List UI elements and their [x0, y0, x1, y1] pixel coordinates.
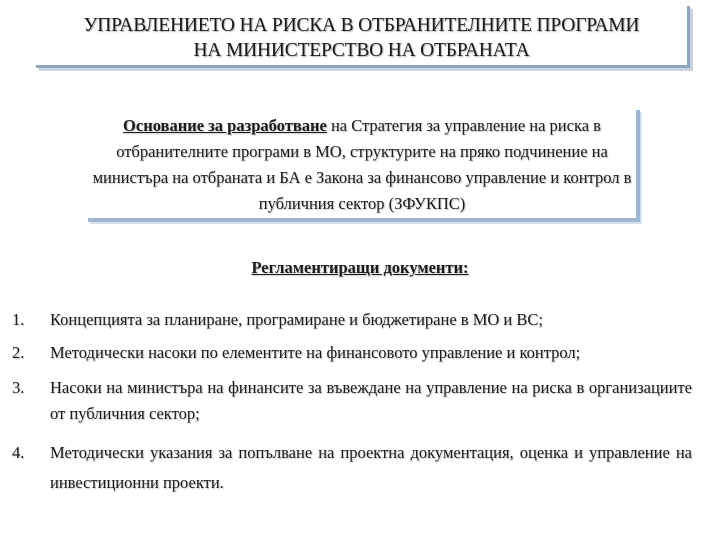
list-item-number: 4.: [12, 443, 25, 462]
page-title-line-1: УПРАВЛЕНИЕТО НА РИСКА В ОТБРАНИТЕЛНИТЕ ПРОГРАМИ: [83, 15, 640, 36]
list-item-text: Насоки на министъра на финансите за въвеждане на управление на риска в организациите от публичния сектор;: [50, 378, 692, 423]
list-item-text: Методически насоки по елементите на финансовото управление и контрол;: [50, 343, 581, 362]
list-item: [12, 341, 692, 365]
list-item-text: Методически указания за попълване на проектна документация, оценка и управление на инвестиционни проекти.: [50, 443, 692, 492]
regulatory-documents-heading: Регламентиращи документи:: [251, 258, 469, 277]
page-title-line-2: НА МИНИСТЕРСТВО НА ОТБРАНАТА: [193, 40, 530, 61]
list-item: [12, 308, 692, 332]
list-item-number: 1.: [12, 310, 25, 329]
list-item: [12, 438, 692, 498]
basis-text: на Стратегия за управление на риска в отбранителните програми в МО, структурите на пряко подчинение на министъра на отбраната и БА е Закона за финансово управление и контрол в публичния сектор (ЗФУКПС): [92, 116, 632, 213]
list-item-number: 2.: [12, 343, 25, 362]
basis-box: [88, 110, 640, 222]
basis-lead: Основание за разработване: [123, 116, 327, 135]
regulatory-documents-list: [12, 308, 692, 498]
list-item-text: Концепцията за планиране, програмиране и бюджетиране в МО и ВС;: [50, 310, 543, 329]
title-box: [36, 6, 690, 68]
list-item-number: 3.: [12, 378, 25, 397]
list-item: [12, 375, 692, 427]
